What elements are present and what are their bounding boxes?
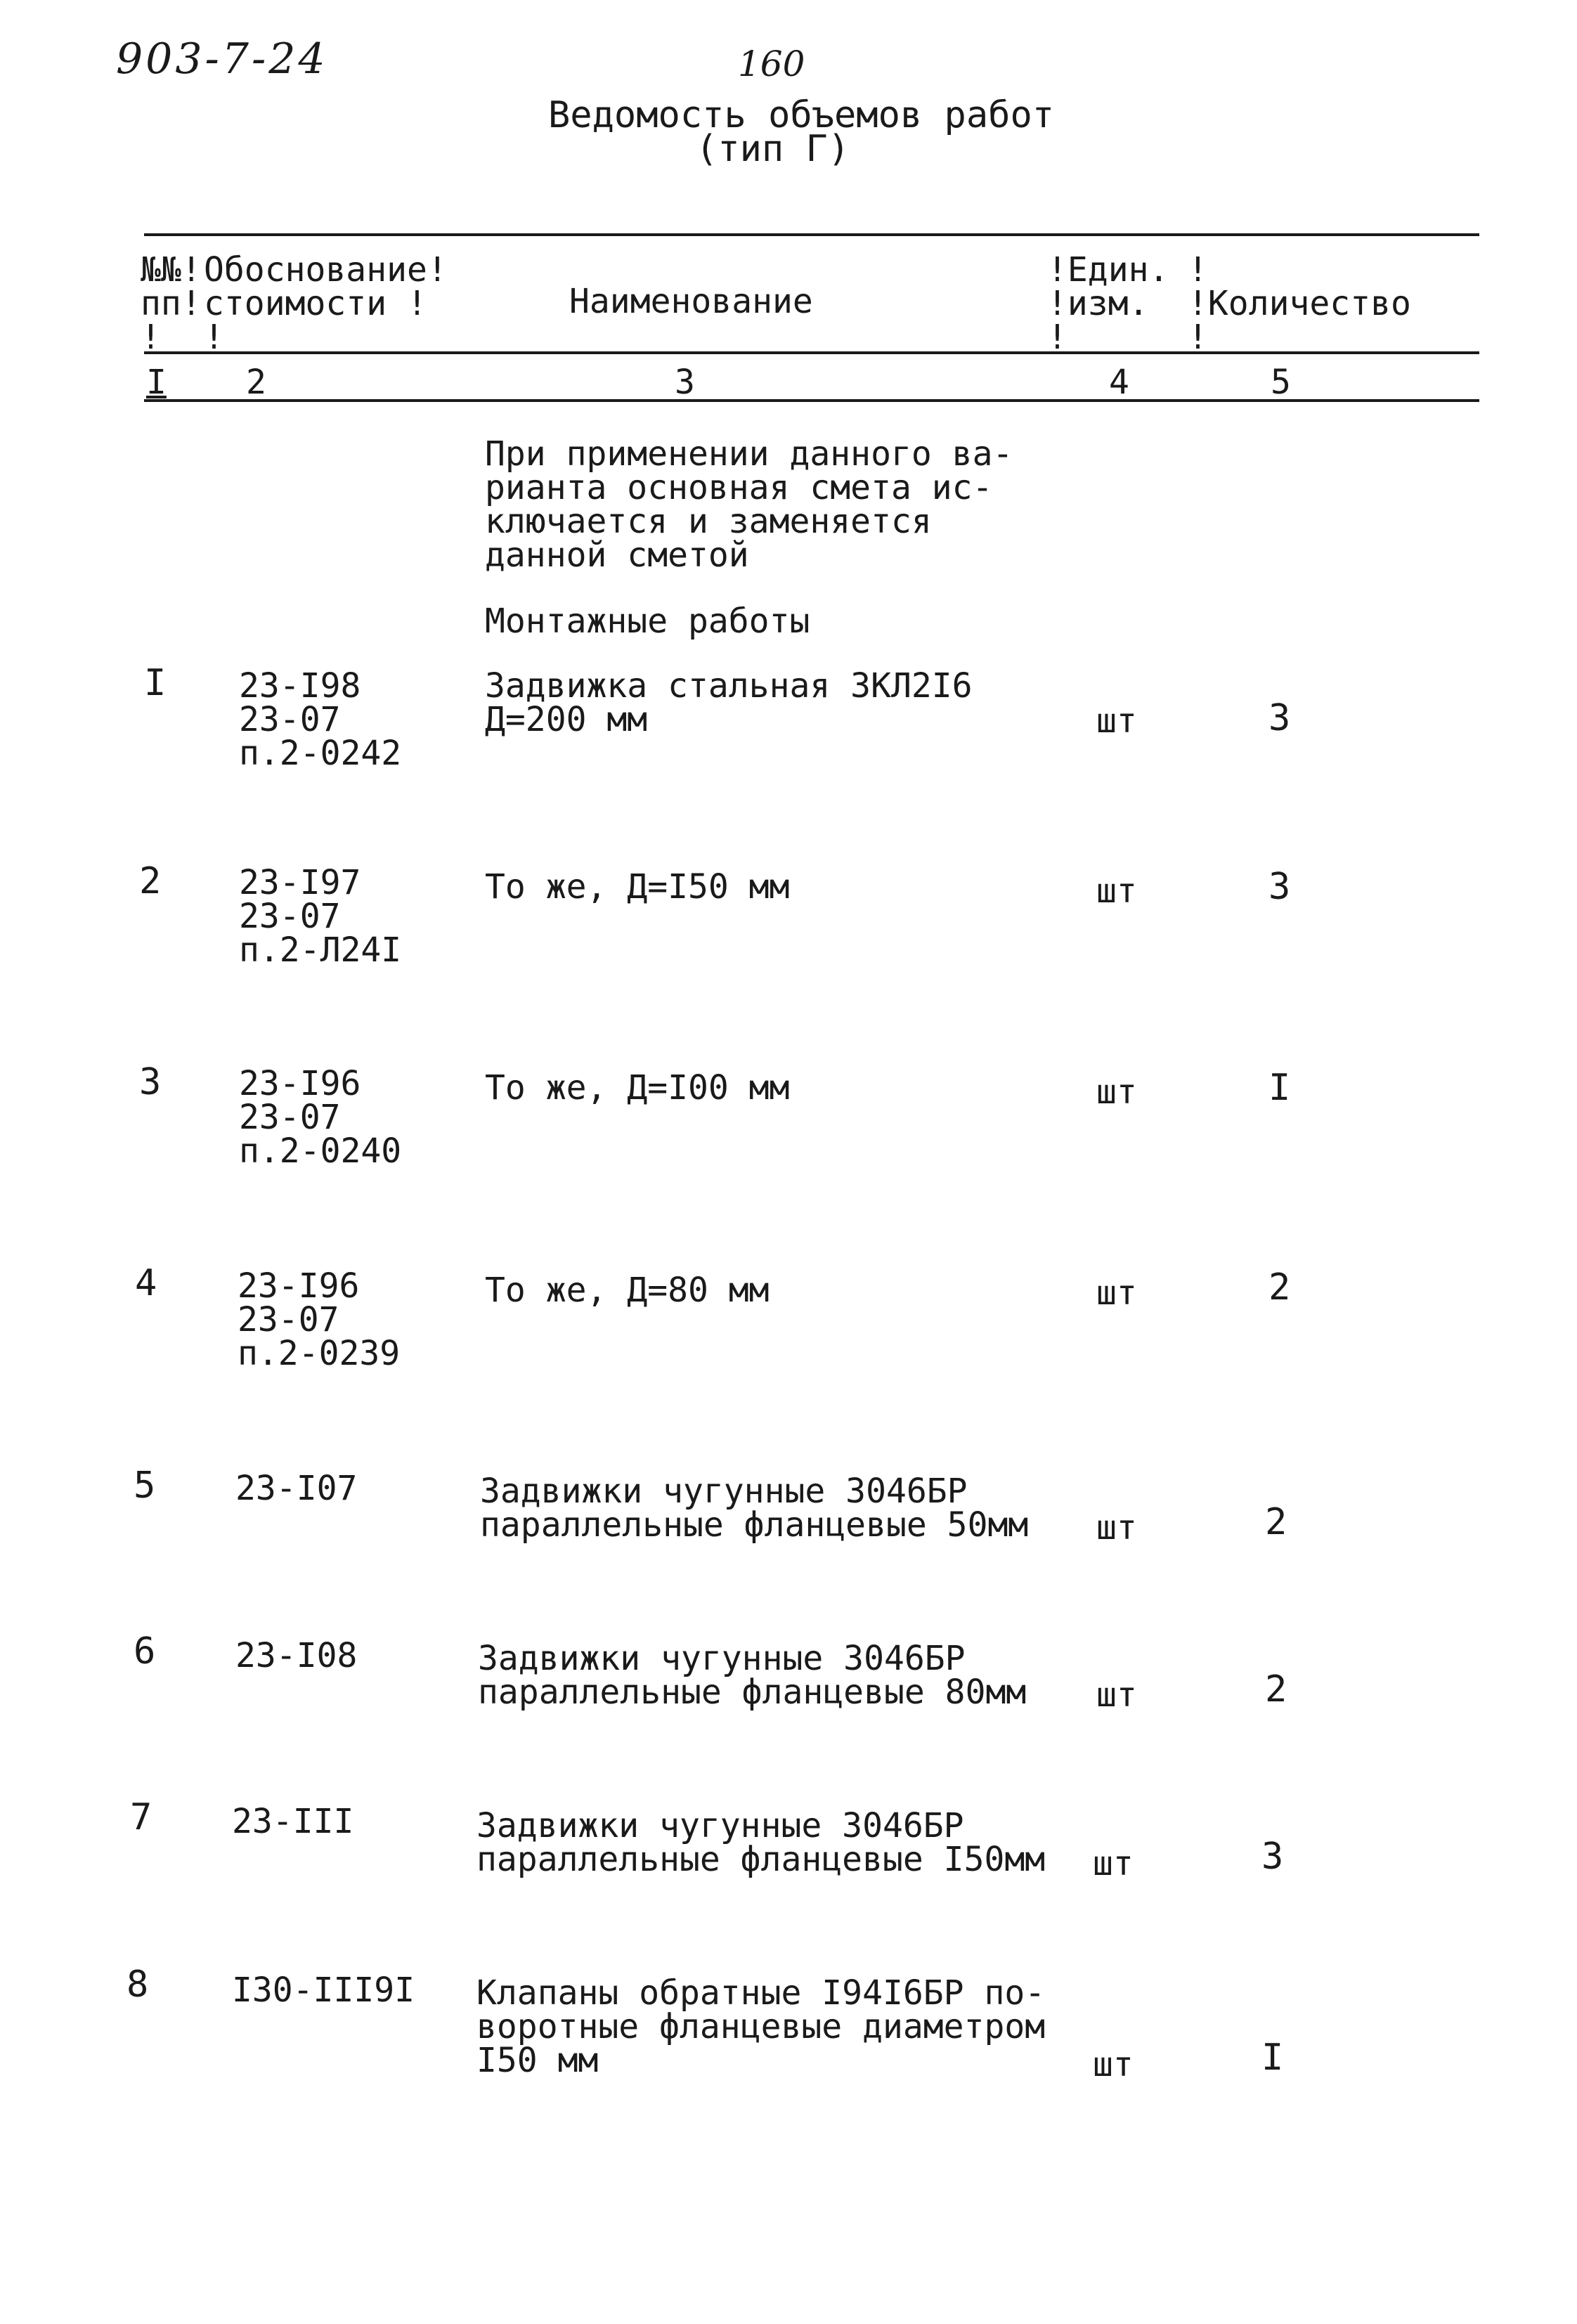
header-basis: Обоснование! стоимости ! ! [204,250,448,357]
document-title: Ведомость объемов работ [548,94,1055,136]
row-name: Клапаны обратные I94I6БР по- воротные фланцевые диаметром I50 мм [476,1973,1046,2080]
row-unit: шт [1096,1675,1137,1715]
row-unit: шт [1093,1844,1134,1883]
row-quantity: 2 [1265,1501,1287,1543]
column-number-3: 3 [675,363,695,402]
note-text: При применении данного ва- рианта основная смета ис- ключается и заменяется данной сметой [485,434,1013,575]
column-number-1: I [146,363,167,402]
row-basis: 23-I97 23-07 п.2-Л24I [239,863,402,970]
header-name: Наименование [569,282,813,321]
row-name: Задвижка стальная 3КЛ2I6 Д=200 мм [485,666,973,739]
row-quantity: 3 [1268,866,1291,908]
row-quantity: 2 [1265,1668,1287,1710]
row-quantity: 3 [1268,697,1291,739]
row-unit: шт [1093,2045,1134,2084]
row-basis: 23-I07 [235,1469,358,1508]
row-name: То же, Д=I50 мм [485,867,790,907]
row-quantity: 3 [1261,1836,1284,1878]
row-basis: 23-III [232,1802,354,1841]
column-number-2: 2 [246,363,266,402]
row-quantity: I [1261,2037,1284,2079]
row-number: 8 [126,1963,149,2006]
row-unit: шт [1096,701,1137,741]
header-number: №№! пп! ! [141,250,202,357]
header-quantity: ! !Количество ! [1188,250,1411,357]
row-quantity: I [1268,1067,1291,1109]
column-number-4: 4 [1109,363,1129,402]
row-unit: шт [1096,871,1137,911]
row-unit: шт [1096,1072,1137,1112]
row-number: 6 [134,1630,156,1673]
row-basis: 23-I96 23-07 п.2-0240 [239,1064,402,1171]
row-unit: шт [1096,1508,1137,1547]
row-name: Задвижки чугунные 3046БР параллельные фланцевые 50мм [480,1472,1029,1545]
row-number: 7 [130,1796,152,1838]
row-basis: 23-I98 23-07 п.2-0242 [239,666,402,773]
row-quantity: 2 [1268,1266,1291,1309]
document-code: 903-7-24 [116,34,328,84]
section-title: Монтажные работы [485,602,810,641]
header-unit: !Един. !изм. ! [1047,250,1169,357]
row-basis: I30-III9I [232,1971,415,2010]
row-basis: 23-I08 [235,1636,358,1675]
row-number: 2 [139,860,162,902]
row-number: 5 [134,1465,156,1507]
column-number-5: 5 [1271,363,1291,402]
row-name: То же, Д=80 мм [485,1271,770,1310]
row-name: То же, Д=I00 мм [485,1068,790,1108]
row-number: I [144,662,167,704]
row-unit: шт [1096,1273,1137,1313]
row-number: 4 [135,1262,157,1304]
row-number: 3 [139,1061,162,1103]
row-name: Задвижки чугунные 3046БР параллельные фланцевые 80мм [478,1639,1027,1712]
document-subtitle: (тип Г) [696,128,850,170]
page-number: 160 [738,44,805,84]
row-name: Задвижки чугунные 3046БР параллельные фланцевые I50мм [476,1806,1046,1879]
header-rule-top [144,233,1479,236]
row-basis: 23-I96 23-07 п.2-0239 [238,1266,401,1373]
